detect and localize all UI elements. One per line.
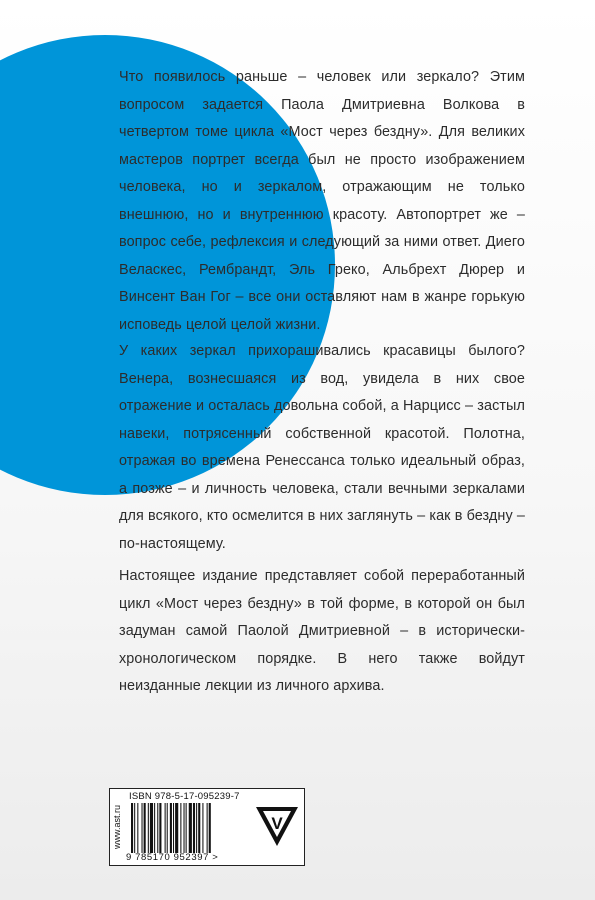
paragraph-text: Что появилось раньше – человек или зеркало? Этим вопросом задается Паола Дмитриевна Волкова в четвертом томе цикла «Мост через бездну». Для великих мастеров портрет всегда был не просто изображением человека, но и зеркалом, отражающим не только внешнюю, но и внутреннюю красоту. Автопортрет же – вопрос себе, рефлексия и следующий за ними ответ. Диего Веласкес, Рембрандт, Эль Греко, Альбрехт Дюрер и Винсент Ван Гог – все они оставляют нам в жанре горькую исповедь целой целой жизни. <box>119 69 525 333</box>
publisher-website: www.ast.ru <box>112 805 122 850</box>
age-rating-symbol: V <box>271 814 283 833</box>
barcode-digits: 9 785170 952397 > <box>126 852 219 863</box>
paragraph-text: У каких зеркал прихорашивались красавицы былого? Венера, вознесшаяся из вод, увидела в них свое отражение и осталась довольна собой, а Нарцисс – застыл навеки, потрясенный собственной красотой. Полотна, отражая во времена Ренессанса только идеальный образ, а позже – и личность человека, стали вечными зеркалами для всякого, кто осмелится в них заглянуть – как в бездну – по-настоящему. <box>119 343 525 552</box>
barcode-bars <box>130 803 246 853</box>
annotation-paragraph-3 <box>119 563 525 701</box>
annotation-paragraph-1 <box>119 64 525 339</box>
paragraph-text: Настоящее издание представляет собой переработанный цикл «Мост через бездну» в той форме, в которой он был задуман самой Паолой Дмитриевной – в исторически-хронологическом порядке. В него также войдут неизданные лекции из личного архива. <box>119 568 525 694</box>
annotation-paragraph-2 <box>119 338 525 558</box>
barcode-box <box>109 788 305 866</box>
age-rating-triangle-icon <box>254 803 300 849</box>
isbn-label: ISBN 978-5-17-095239-7 <box>129 791 240 802</box>
